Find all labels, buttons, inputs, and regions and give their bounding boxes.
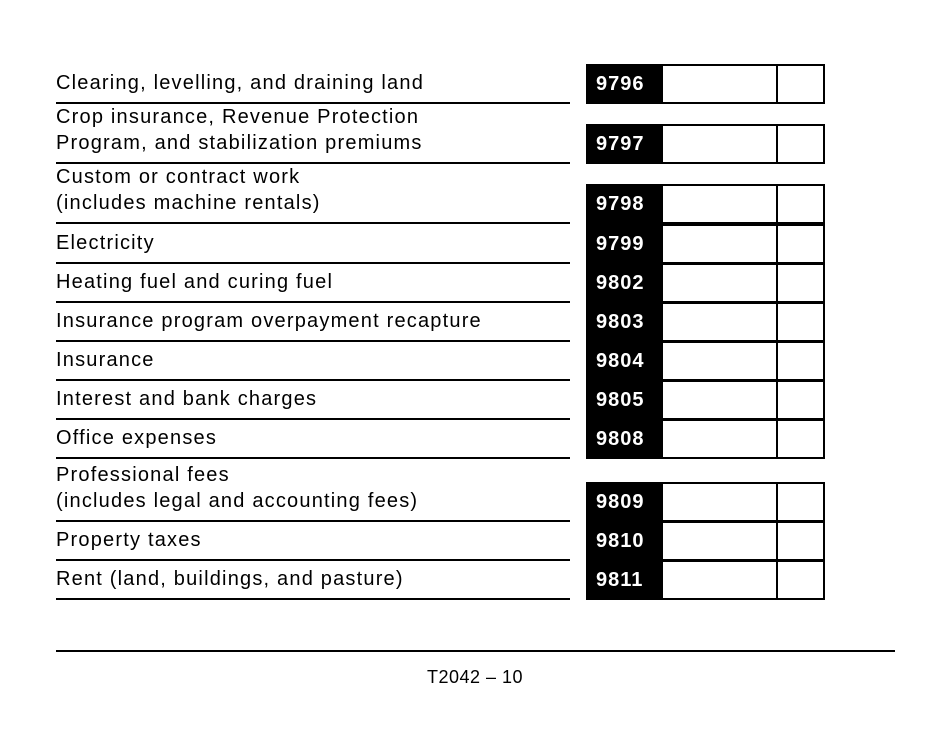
cents-field-9799[interactable] bbox=[776, 224, 825, 264]
amount-field-9798[interactable] bbox=[661, 184, 778, 224]
cents-field-9804[interactable] bbox=[776, 341, 825, 381]
row-label-insurance: Insurance bbox=[56, 341, 570, 381]
amount-field-9810[interactable] bbox=[661, 521, 778, 561]
line-code-9811: 9811 bbox=[586, 560, 662, 600]
cents-field-9798[interactable] bbox=[776, 184, 825, 224]
footer-divider bbox=[56, 650, 895, 652]
amount-field-9797[interactable] bbox=[661, 124, 778, 164]
row-label-clearing-land: Clearing, levelling, and draining land bbox=[56, 64, 570, 104]
amount-field-9802[interactable] bbox=[661, 263, 778, 303]
cents-field-9808[interactable] bbox=[776, 419, 825, 459]
row-label-interest-bank: Interest and bank charges bbox=[56, 380, 570, 420]
amount-field-9805[interactable] bbox=[661, 380, 778, 420]
line-code-9796: 9796 bbox=[586, 64, 662, 104]
amount-field-9811[interactable] bbox=[661, 560, 778, 600]
line-code-9804: 9804 bbox=[586, 341, 662, 381]
line-code-9797: 9797 bbox=[586, 124, 662, 164]
cents-field-9796[interactable] bbox=[776, 64, 825, 104]
line-code-9808: 9808 bbox=[586, 419, 662, 459]
cents-field-9797[interactable] bbox=[776, 124, 825, 164]
page-number: T2042 – 10 bbox=[426, 667, 524, 687]
row-label-insurance-overpayment: Insurance program overpayment recapture bbox=[56, 302, 570, 342]
line-code-9799: 9799 bbox=[586, 224, 662, 264]
row-label-heating-fuel: Heating fuel and curing fuel bbox=[56, 263, 570, 303]
line-code-9803: 9803 bbox=[586, 302, 662, 342]
line-code-9798: 9798 bbox=[586, 184, 662, 224]
row-label-rent: Rent (land, buildings, and pasture) bbox=[56, 560, 570, 600]
amount-field-9796[interactable] bbox=[661, 64, 778, 104]
cents-field-9810[interactable] bbox=[776, 521, 825, 561]
row-label-custom-work: Custom or contract work (includes machine rentals) bbox=[56, 164, 570, 224]
row-label-office-expenses: Office expenses bbox=[56, 419, 570, 459]
cents-field-9803[interactable] bbox=[776, 302, 825, 342]
cents-field-9802[interactable] bbox=[776, 263, 825, 303]
amount-field-9803[interactable] bbox=[661, 302, 778, 342]
line-code-9802: 9802 bbox=[586, 263, 662, 303]
amount-field-9799[interactable] bbox=[661, 224, 778, 264]
amount-field-9808[interactable] bbox=[661, 419, 778, 459]
line-code-9805: 9805 bbox=[586, 380, 662, 420]
row-label-electricity: Electricity bbox=[56, 224, 570, 264]
line-code-9810: 9810 bbox=[586, 521, 662, 561]
cents-field-9811[interactable] bbox=[776, 560, 825, 600]
cents-field-9809[interactable] bbox=[776, 482, 825, 522]
amount-field-9804[interactable] bbox=[661, 341, 778, 381]
line-code-9809: 9809 bbox=[586, 482, 662, 522]
amount-field-9809[interactable] bbox=[661, 482, 778, 522]
row-label-crop-insurance: Crop insurance, Revenue Protection Program, and stabilization premiums bbox=[56, 104, 570, 164]
row-label-property-taxes: Property taxes bbox=[56, 521, 570, 561]
cents-field-9805[interactable] bbox=[776, 380, 825, 420]
row-label-professional-fees: Professional fees (includes legal and accounting fees) bbox=[56, 458, 570, 522]
